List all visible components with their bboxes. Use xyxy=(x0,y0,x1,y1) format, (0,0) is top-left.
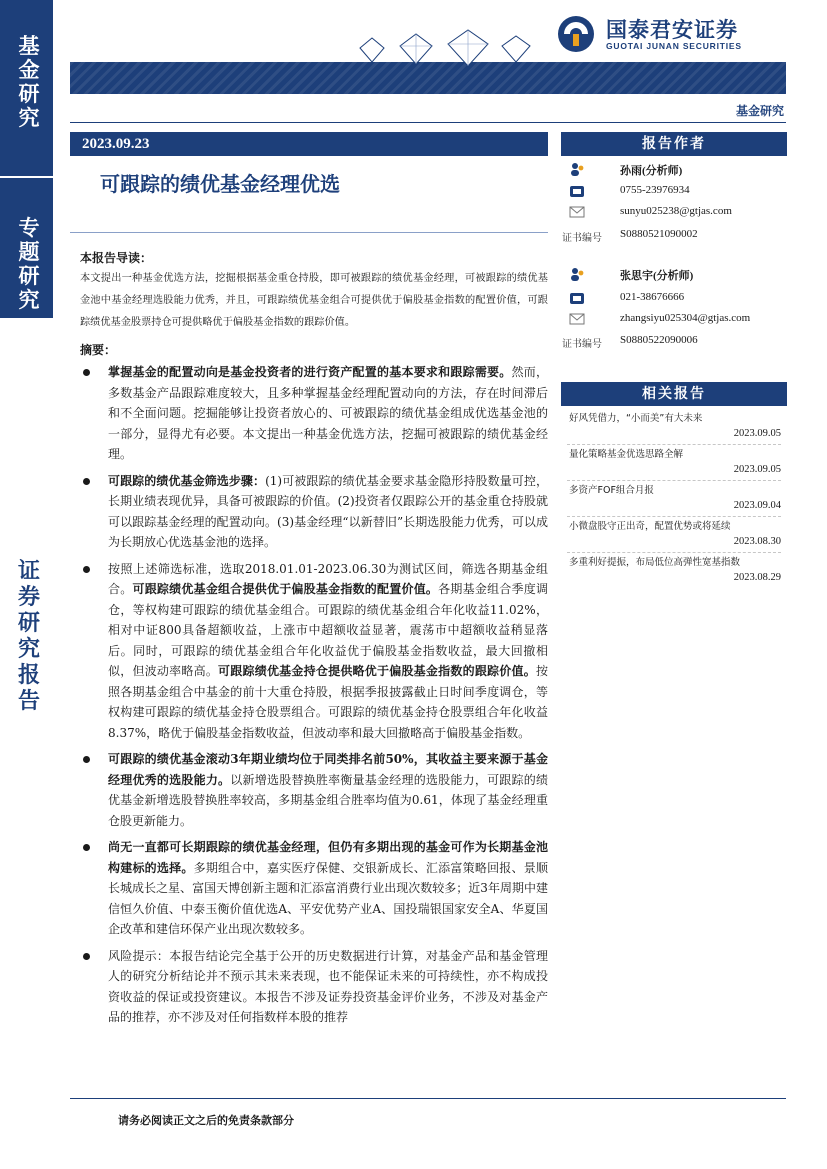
email-icon xyxy=(569,205,585,219)
abstract-item-lead: 可跟踪绩优基金组合提供优于偏股基金指数的配置价值。 xyxy=(132,582,439,596)
abstract-item-text: 按照上述筛选标准，选取2018.01.01-2023.06.30为测试区间，筛选各期基金组合。 xyxy=(108,561,548,596)
sidebar-char: 券 xyxy=(17,584,40,610)
bullet-dot-icon xyxy=(83,566,90,573)
related-item-title[interactable]: 多资产FOF组合月报 xyxy=(569,485,654,496)
abstract-item-lead: 尚无一直都可长期跟踪的绩优基金经理，但仍有多期出现的基金可作为长期基金池构建标的选择。 xyxy=(108,840,548,875)
abstract-item-text: 各期基金组合季度调仓，等权构建可跟踪的绩优基金组合。可跟踪的绩优基金组合年化收益11.02%，相对中证800具备超额收益，上涨市中超额收益显著，震荡市中超额收益稍显落后。同时，可跟踪的绩优基金组合年化收益优于偏股基金指数收益，最大回撤相似，但波动率略高。 xyxy=(108,582,548,678)
sidebar-char: 证 xyxy=(17,558,40,584)
intro-heading: 本报告导读： xyxy=(80,251,153,265)
author-email[interactable]: sunyu025238@gtjas.com xyxy=(620,205,732,217)
sidebar-char: 专 xyxy=(18,215,40,240)
abstract-item xyxy=(80,559,548,744)
bullet-dot-icon xyxy=(83,756,90,763)
diamond-decoration-icon xyxy=(330,28,550,68)
cert-number: S0880521090002 xyxy=(620,228,698,240)
authors-heading: 报告作者 xyxy=(561,132,787,156)
sidebar-char: 基 xyxy=(18,33,40,58)
related-item[interactable] xyxy=(561,444,787,480)
bullet-dot-icon xyxy=(83,478,90,485)
report-title: 可跟踪的绩优基金经理优选 xyxy=(100,172,340,196)
related-item-date: 2023.08.29 xyxy=(733,572,781,583)
author-name: 孙雨(分析师) xyxy=(620,165,683,177)
bullet-dot-icon xyxy=(83,369,90,376)
sidebar-char: 研 xyxy=(18,263,40,288)
abstract-item-text: 以新增选股替换胜率衡量基金经理的选股能力，可跟踪的绩优基金新增选股替换胜率较高，多期基金组合胜率均值为0.61，体现了基金经理重仓股更新能力。 xyxy=(108,772,548,828)
bullet-dot-icon xyxy=(83,844,90,851)
main-content xyxy=(80,248,548,1034)
author-phone: 0755-23976934 xyxy=(620,184,690,196)
related-item[interactable] xyxy=(561,480,787,516)
abstract-item-lead: 掌握基金的配置动向是基金投资者的进行资产配置的基本要求和跟踪需要。 xyxy=(108,365,512,379)
company-logo xyxy=(556,14,786,54)
sidebar-char: 究 xyxy=(18,287,40,312)
author-email[interactable]: zhangsiyu025304@gtjas.com xyxy=(620,312,751,324)
abstract-item-text: 然而，多数基金产品跟踪难度较大，且多种掌握基金经理配置动向的方法，存在时间滞后和不全面问题。挖掘能够让投资者放心的、可被跟踪的绩优基金组成优选基金池的一部分，显得尤有必要。本文提出一种基金优选方法，挖掘可被跟踪的绩优基金经理。 xyxy=(108,365,548,461)
related-item-date: 2023.08.30 xyxy=(733,536,781,547)
sidebar-char: 金 xyxy=(18,57,40,82)
sidebar-category-block xyxy=(0,0,53,176)
abstract-item xyxy=(80,471,548,553)
abstract-list xyxy=(80,362,548,1028)
abstract-item xyxy=(80,946,548,1028)
cert-label: 证书编号 xyxy=(562,339,602,350)
author-phone: 021-38676666 xyxy=(620,291,685,303)
sidebar-char: 告 xyxy=(17,688,40,714)
abstract-item xyxy=(80,837,548,940)
related-list xyxy=(561,408,787,588)
sidebar-char: 题 xyxy=(18,239,40,264)
related-item[interactable] xyxy=(561,516,787,552)
cert-label: 证书编号 xyxy=(562,233,602,244)
phone-icon xyxy=(569,291,585,305)
report-category: 基金研究 xyxy=(735,104,784,118)
person-icon xyxy=(569,267,585,281)
related-item-title[interactable]: 小微盘股守正出奇，配置优势或将延续 xyxy=(569,521,731,532)
email-icon xyxy=(569,312,585,326)
sidebar-char: 究 xyxy=(18,105,40,130)
related-item-title[interactable]: 量化策略基金优选思路全解 xyxy=(569,449,684,460)
header-divider xyxy=(70,122,786,123)
abstract-item-lead: 可跟踪的绩优基金筛选步骤： xyxy=(108,473,266,488)
related-item-title[interactable]: 好风凭借力，“小而美”有大未来 xyxy=(569,413,703,424)
title-divider xyxy=(70,232,548,233)
logo-english-name: GUOTAI JUNAN SECURITIES xyxy=(606,41,742,51)
abstract-item-lead: 可跟踪的绩优基金滚动3年期业绩均位于同类排名前50%，其收益主要来源于基金经理优秀的选股能力。 xyxy=(108,752,548,787)
abstract-item-text: 按照各期基金组合中基金的前十大重仓持股，根据季报披露截止日时间季度调仓，等权构建可跟踪的绩优基金持仓股票组合。可跟踪的绩优基金持仓股票组合年化收益8.37%，略优于偏股基金指数收益，但波动率和最大回撤略高于偏股基金指数。 xyxy=(108,664,548,740)
abstract-item xyxy=(80,749,548,831)
report-date: 2023.09.23 xyxy=(70,132,548,156)
sidebar-type-block xyxy=(0,178,53,318)
cert-number: S0880522090006 xyxy=(620,334,698,346)
related-item-date: 2023.09.05 xyxy=(733,464,781,475)
bullet-dot-icon xyxy=(83,953,90,960)
related-item[interactable] xyxy=(561,408,787,444)
abstract-item-lead: 可跟踪绩优基金持仓提供略优于偏股基金指数的跟踪价值。 xyxy=(218,664,536,678)
related-item-title[interactable]: 多重利好提振，布局低位高弹性宽基指数 xyxy=(569,557,741,568)
footer-divider xyxy=(70,1098,786,1099)
abstract-item xyxy=(80,362,548,465)
related-item[interactable] xyxy=(561,552,787,588)
author-name: 张思宇(分析师) xyxy=(620,270,694,282)
abstract-item-text: (1)可被跟踪的绩优基金要求基金隐形持股数量可控，长期业绩表现优异，具备可被跟踪的价值。(2)投资者仅跟踪公开的基金重仓持股就可以跟踪基金经理的配置动向。(3)基金经理“以新替旧”长期选股能力优秀，可以成为长期放心优选基金池的选择。 xyxy=(108,473,548,549)
sidebar-char: 研 xyxy=(17,610,40,636)
footer-disclaimer: 请务必阅读正文之后的免责条款部分 xyxy=(118,1114,294,1127)
abstract-heading: 摘要： xyxy=(80,343,117,357)
person-icon xyxy=(569,162,585,176)
related-heading: 相关报告 xyxy=(561,382,787,406)
sidebar-char: 研 xyxy=(18,81,40,106)
intro-text: 本文提出一种基金优选方法，挖掘根据基金重仓持股，即可被跟踪的绩优基金经理，可被跟踪的绩优基金池中基金经理选股能力优秀，并且，可跟踪绩优基金组合可提供优于偏股基金指数的配置价值，可跟踪绩优基金股票持仓可提供略优于偏股基金指数的跟踪价值。 xyxy=(80,273,548,328)
risk-warning-text: 风险提示：本报告结论完全基于公开的历史数据进行计算，对基金产品和基金管理人的研究分析结论并不预示其未来表现，也不能保证未来的可持续性，亦不构成投资收益的保证或投资建议。本报告不涉及证券投资基金评价业务，不涉及对基金产品的推荐，亦不涉及对任何指数样本股的推荐 xyxy=(108,948,548,1024)
sidebar-char: 报 xyxy=(17,662,40,688)
sidebar-report-label xyxy=(0,540,53,740)
related-item-date: 2023.09.04 xyxy=(733,500,781,511)
logo-chinese-name: 国泰君安证券 xyxy=(606,18,738,42)
related-item-date: 2023.09.05 xyxy=(733,428,781,439)
abstract-item-text: 多期组合中，嘉实医疗保健、交银新成长、汇添富策略回报、景顺长城成长之星、富国天博创新主题和汇添富消费行业出现次数较多；近3年周期中建信恒久价值、中泰玉衡价值优选A、平安优势产业A、国投瑞银国家安全A、华夏国企改革和建信环保产业出现次数较多。 xyxy=(108,860,548,936)
phone-icon xyxy=(569,184,585,198)
logo-mark-icon xyxy=(556,14,596,54)
sidebar-char: 究 xyxy=(17,636,40,662)
